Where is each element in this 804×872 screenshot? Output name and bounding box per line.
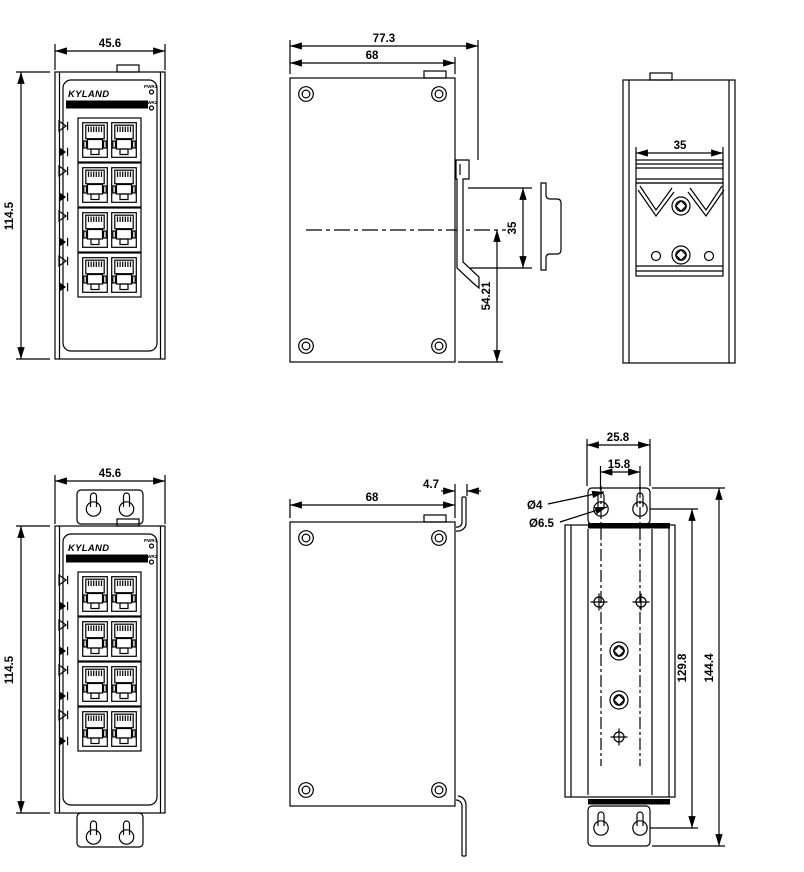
view-front-din-rail xyxy=(4,38,165,359)
view-front-wall-mount xyxy=(4,468,165,847)
dim-front-width xyxy=(55,38,165,70)
wall-plate-edge-bottom xyxy=(456,796,466,856)
keyhole-icon xyxy=(633,812,647,835)
dim-overall-depth xyxy=(290,33,478,160)
dim-label-overall-height: 144.4 xyxy=(704,653,716,683)
dim-label-plate-width: 25.8 xyxy=(606,432,630,444)
keyhole-icon xyxy=(119,821,133,844)
dim-plate-offset xyxy=(423,479,481,496)
screw-icon xyxy=(610,691,628,709)
view-side-wall-mount xyxy=(290,479,481,856)
dim-label-rail-width: 35 xyxy=(673,140,687,152)
dim-label-plate-offset: 4.7 xyxy=(423,479,439,491)
screw-hole-icon xyxy=(633,594,650,611)
dim-label-overall-depth: 77.3 xyxy=(372,33,396,45)
dim-label-hole-spacing: 15.8 xyxy=(607,459,631,471)
din-rail-mount xyxy=(636,160,724,276)
screw-hole-icon xyxy=(591,594,608,611)
dim-front-height xyxy=(4,72,50,359)
switch-back-body xyxy=(565,525,675,797)
switch-side-body xyxy=(290,71,455,362)
dim-rail-width xyxy=(636,140,723,160)
screw-icon xyxy=(610,642,628,660)
dim-label-body-depth: 68 xyxy=(365,50,379,62)
screw-icon xyxy=(672,197,690,215)
wall-mount-plate-bottom xyxy=(77,813,143,847)
switch-front-panel xyxy=(55,519,165,813)
dim-label-hole-diameter: Ø6.5 xyxy=(529,518,554,530)
dim-front-height xyxy=(4,526,50,813)
screw-icon xyxy=(672,246,690,264)
keyhole-icon xyxy=(86,821,100,844)
dim-label-height: 114.5 xyxy=(4,655,16,685)
dim-hole-spacing xyxy=(601,459,641,490)
view-back-din-rail xyxy=(623,73,735,363)
switch-front-panel xyxy=(55,65,165,359)
din-rail-profile-icon xyxy=(541,183,561,270)
dim-label-height: 114.5 xyxy=(4,201,16,231)
dim-label-width: 45.6 xyxy=(98,38,122,50)
view-side-din-rail xyxy=(290,33,561,362)
switch-dimension-drawing: KYLAND PWR1 PWR2 45.6 114.5 77.3 68 35 54.21 35 45.6 114.5 68 4.7 25.8 15.8 Ø4 Ø6.5 129.8 144.4 xyxy=(0,0,804,872)
dim-label-slot-diameter: Ø4 xyxy=(527,500,543,512)
keyhole-icon xyxy=(594,812,608,835)
wall-mount-plate-bottom xyxy=(588,806,650,846)
dim-front-width xyxy=(55,468,165,524)
switch-side-body xyxy=(290,515,455,806)
dim-label-rail-height: 35 xyxy=(507,221,519,235)
leader-slot-diameter xyxy=(527,492,604,512)
hole-icon xyxy=(705,252,714,261)
wall-plate-edge-top xyxy=(456,497,466,531)
plate-edge-band xyxy=(588,523,670,529)
din-clip xyxy=(456,160,479,288)
dim-label-center-to-bottom: 54.21 xyxy=(481,281,493,311)
plate-edge-band xyxy=(588,799,670,805)
hole-icon xyxy=(652,252,661,261)
dim-label-body-depth: 68 xyxy=(365,492,379,504)
dim-label-hole-span: 129.8 xyxy=(677,653,689,683)
keyhole-icon xyxy=(119,493,133,516)
dim-hole-span xyxy=(650,509,698,828)
dim-rail-height xyxy=(468,188,532,268)
view-back-wall-mount xyxy=(527,432,725,846)
keyhole-icon xyxy=(86,493,100,516)
screw-hole-icon xyxy=(611,729,628,746)
dim-center-to-bottom xyxy=(458,230,503,362)
dim-label-width: 45.6 xyxy=(98,468,122,480)
